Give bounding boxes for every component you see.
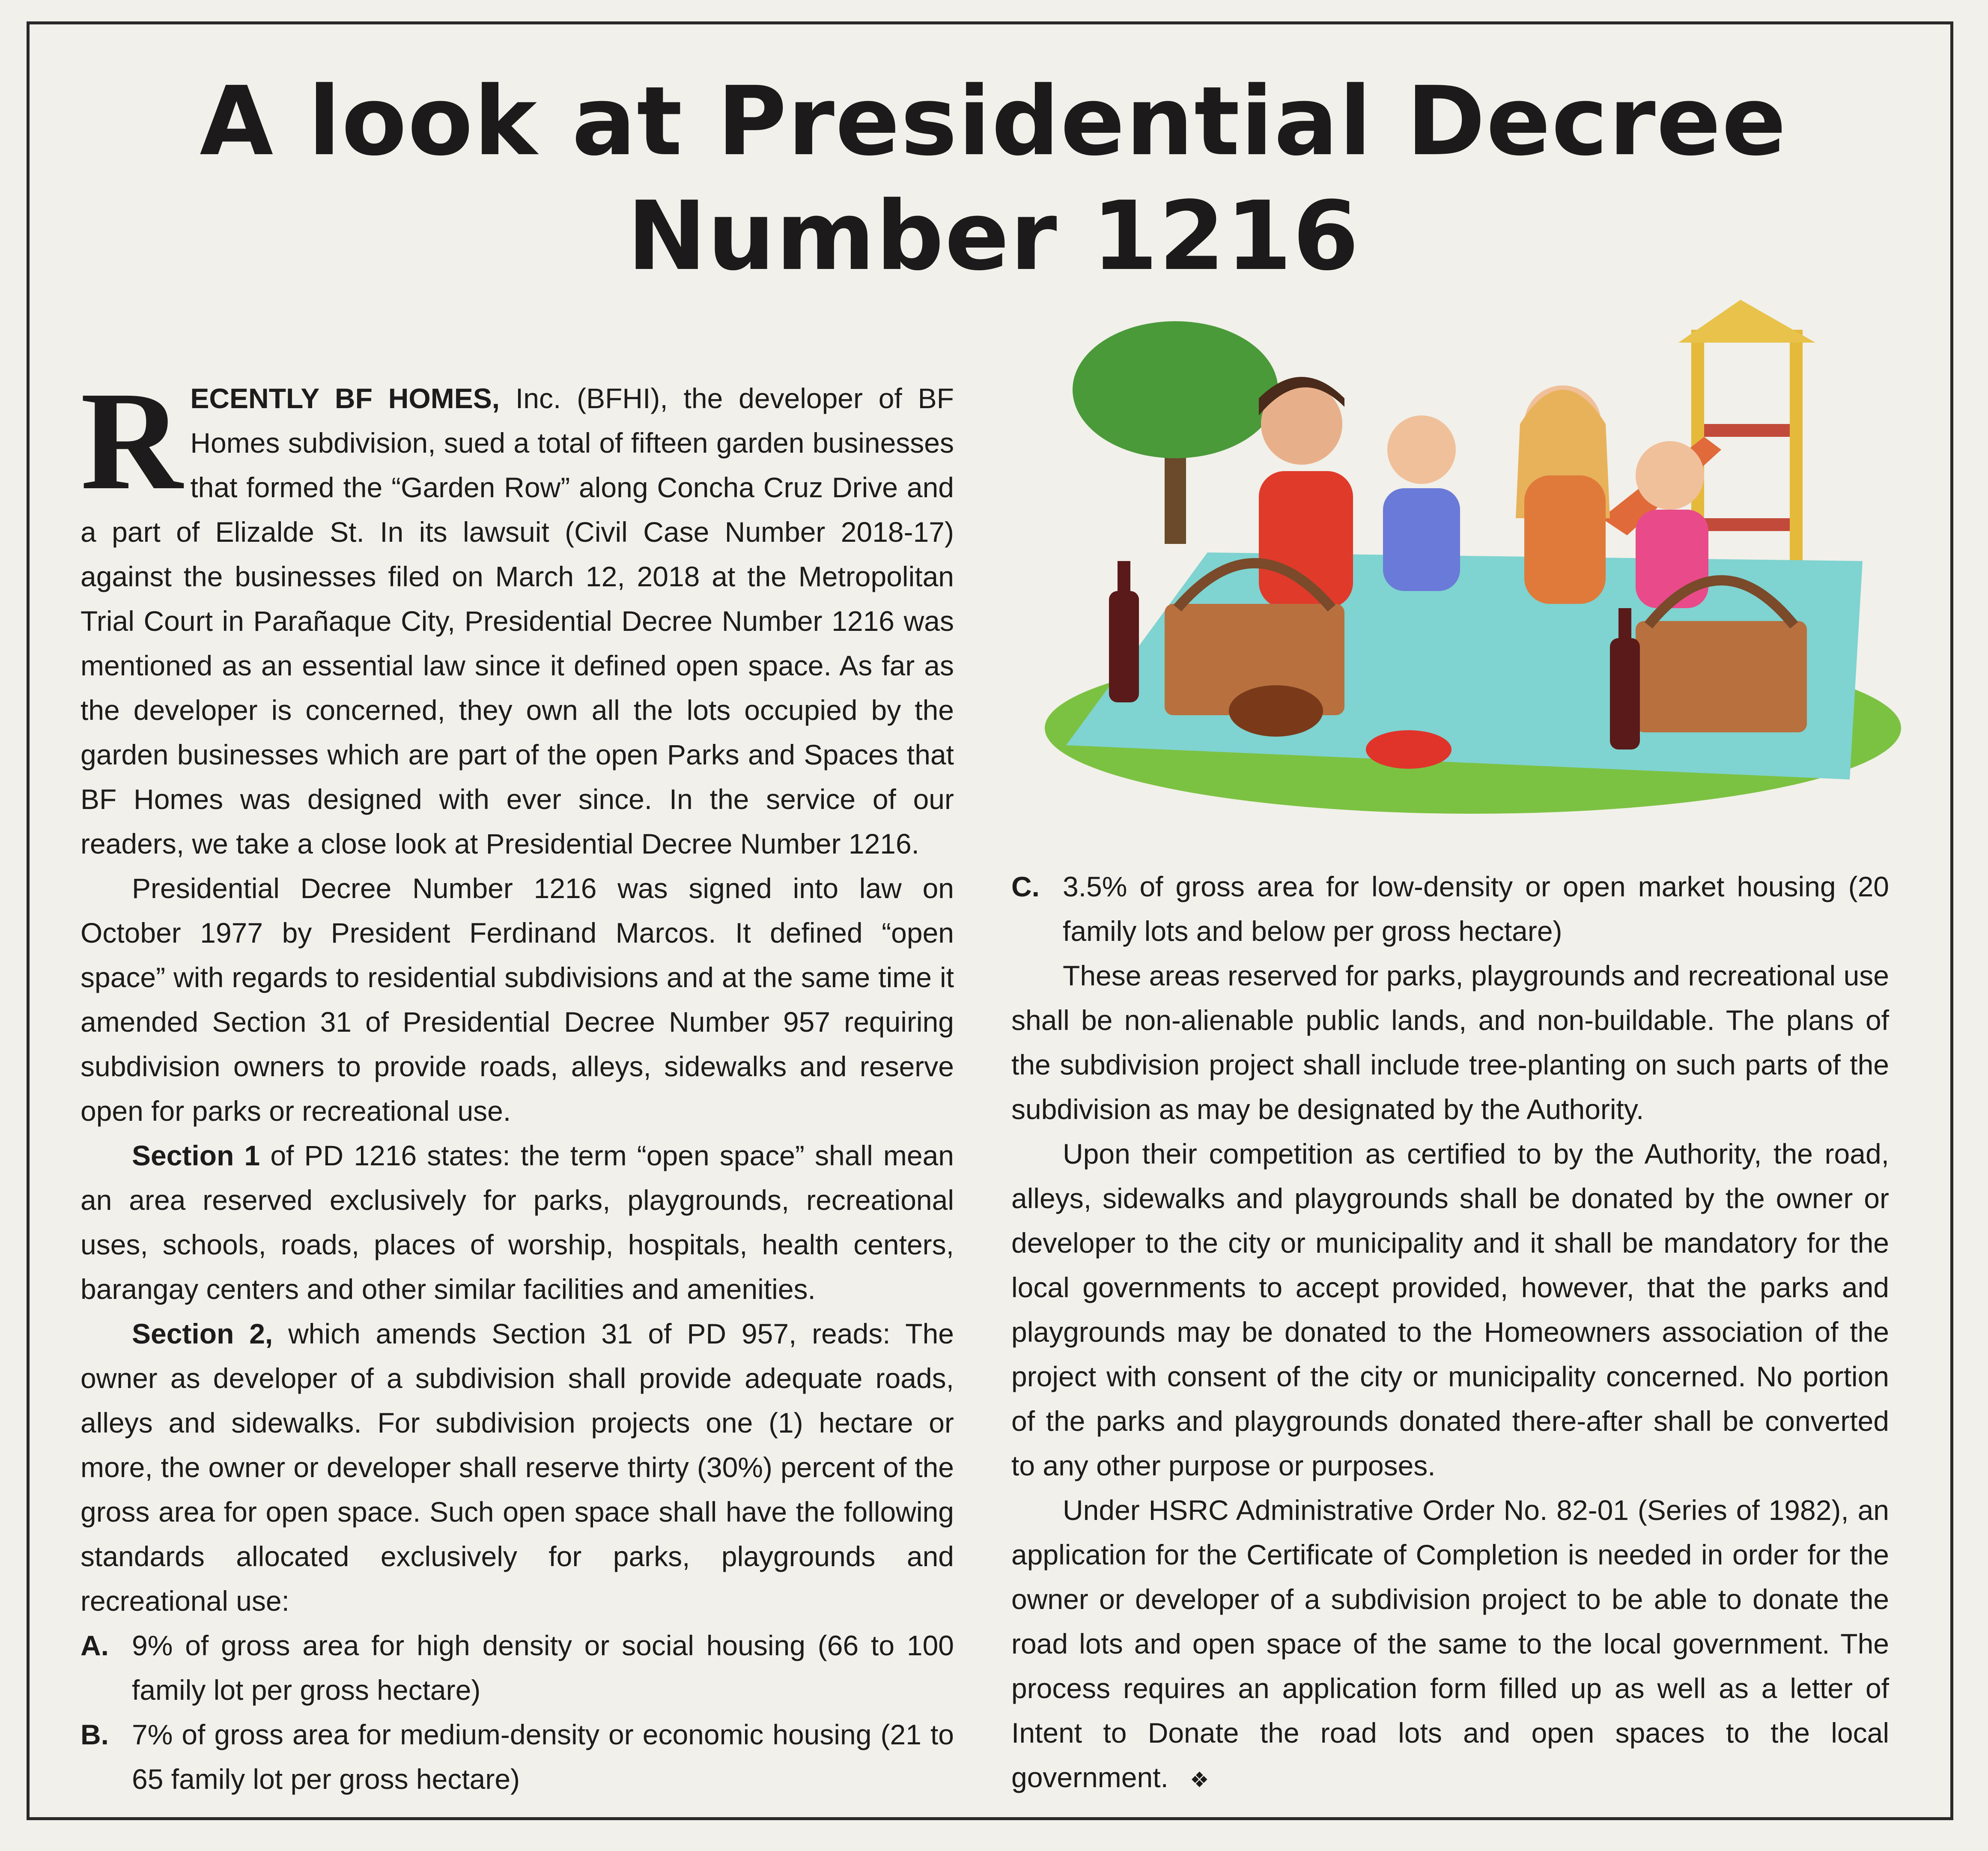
football-icon — [1229, 685, 1323, 737]
list-item — [1011, 864, 1889, 953]
left-column — [80, 363, 954, 1801]
frisbee-icon — [1366, 730, 1452, 769]
dropcap: R — [80, 363, 183, 519]
paragraph-reserved-areas: These areas reserved for parks, playgrounds and recreational use shall be non-alienable public lands, and non-buildable. The plans of the subdivision project shall include tree-planting on such parts of the subdivision as may be designated by the Authority. — [1011, 960, 1889, 1125]
section-1-label: Section 1 — [132, 1140, 260, 1171]
list-item-text: 9% of gross area for high density or social housing (66 to 100 family lot per gross hectare) — [132, 1630, 954, 1706]
intro-text: Inc. (BFHI), the developer of BF Homes subdivision, sued a total of fifteen garden businesses that formed the “Garden Row” along Concha Cruz Drive and a part of Elizalde St. In its lawsuit (Civil Case Number 2018-17) against the businesses filed on March 12, 2018 at the Metropolitan Trial Court in Parañaque City, Presidential Decree Number 1216 was mentioned as an essential law since it defined open space. As far as the developer is concerned, they own all the lots occupied by the garden businesses which are part of the open Parks and Spaces that BF Homes was designed with ever since. In the service of our readers, we take a close look at Presidential Decree Number 1216. — [80, 382, 954, 860]
headline-line-1: A look at Presidential Decree — [200, 66, 1787, 177]
paragraph-decree-signing: Presidential Decree Number 1216 was signed into law on October 1977 by President Ferdinand Marcos. It defined “open space” with regards to residential subdivisions and at the same time it amended Section 31 of Presidential Decree Number 957 requiring subdivision owners to provide roads, alleys, sidewalks and reserve open for parks or recreational use. — [80, 872, 954, 1127]
intro-paragraph — [80, 363, 954, 866]
section-2-label: Section 2, — [132, 1318, 273, 1349]
headline — [51, 64, 1935, 294]
headline-line-2: Number 1216 — [627, 181, 1360, 292]
list-item — [80, 1712, 954, 1801]
paragraph-completion: Upon their competition as certified to by the Authority, the road, alleys, sidewalks and playgrounds shall be donated by the owner or developer to the city or municipality and it shall be mandatory for the local governments to accept provided, however, that the parks and playgrounds may be donated to the Homeowners association of the project with consent of the city or municipality concerned. No portion of the parks and playgrounds donated there-after shall be converted to any other purpose or purposes. — [1011, 1138, 1889, 1481]
end-mark-icon: ❖ — [1189, 1768, 1209, 1792]
paragraph-section-1 — [80, 1133, 954, 1311]
hsrc-text: Under HSRC Administrative Order No. 82-01 (Series of 1982), an application for the Certificate of Completion is needed in order for the owner or developer of a subdivision project to be able to donate the road lots and open space of the same to the local government. The process requires an application form filled up as well as a letter of Intent to Donate the road lots and open spaces to the local government. — [1011, 1494, 1889, 1793]
list-item-letter: B. — [80, 1719, 109, 1750]
family-picnic-illustration — [1036, 296, 1914, 822]
intro-lead: ECENTLY BF HOMES, — [190, 382, 500, 414]
list-item-letter: A. — [80, 1630, 109, 1661]
section-1-text: of PD 1216 states: the term “open space” shall mean an area reserved exclusively for parks, playgrounds, recreational uses, schools, roads, places of worship, hospitals, health centers, barangay centers and other similar facilities and amenities. — [80, 1140, 954, 1305]
tree-icon — [1073, 321, 1278, 544]
section-2-text: which amends Section 31 of PD 957, reads: The owner as developer of a subdivision shall provide adequate roads, alleys and sidewalks. For subdivision projects one (1) hectare or more, the owner or developer shall reserve thirty (30%) percent of the gross area for open space. Such open space shall have the following standards allocated exclusively for parks, playgrounds and recreational use: — [80, 1318, 954, 1617]
paragraph-section-2 — [80, 1311, 954, 1623]
paragraph-hsrc — [1011, 1488, 1889, 1802]
list-item-text: 3.5% of gross area for low-density or open market housing (20 family lots and below per gross hectare) — [1063, 871, 1889, 947]
list-item-text: 7% of gross area for medium-density or economic housing (21 to 65 family lot per gross hectare) — [132, 1719, 954, 1795]
list-item-letter: C. — [1011, 871, 1040, 902]
list-item — [80, 1623, 954, 1712]
right-column — [1011, 864, 1889, 1802]
